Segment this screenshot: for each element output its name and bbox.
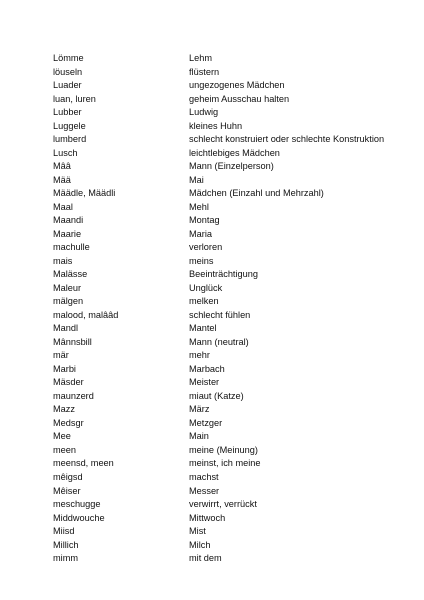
dialect-term: Mazz	[53, 404, 75, 415]
dialect-term: Maal	[53, 201, 73, 212]
standard-german-meaning: meinst, ich meine	[189, 458, 261, 469]
dialect-term: Lusch	[53, 147, 78, 158]
dialect-term: Mee	[53, 431, 71, 442]
standard-german-meaning: Mehl	[189, 201, 209, 212]
glossary-row	[53, 93, 413, 107]
glossary-row	[53, 255, 413, 269]
dialect-term: Mää	[53, 174, 71, 185]
glossary-row	[53, 174, 413, 188]
standard-german-meaning: Maria	[189, 228, 212, 239]
glossary-row	[53, 485, 413, 499]
standard-german-meaning: melken	[189, 296, 219, 307]
dialect-term: Maleur	[53, 282, 82, 293]
glossary-row	[53, 79, 413, 93]
standard-german-meaning: Beeinträchtigung	[189, 269, 258, 280]
glossary-row	[53, 187, 413, 201]
standard-german-meaning: machst	[189, 471, 219, 482]
standard-german-meaning: Mann (Einzelperson)	[189, 161, 274, 172]
glossary-row	[53, 512, 413, 526]
dialect-term: mär	[53, 350, 69, 361]
dialect-term: Luggele	[53, 120, 86, 131]
standard-german-meaning: Mann (neutral)	[189, 336, 249, 347]
dialect-term: lumberd	[53, 134, 87, 145]
standard-german-meaning: März	[189, 404, 210, 415]
glossary-row	[53, 471, 413, 485]
glossary-row	[53, 147, 413, 161]
dialect-term: Mandl	[53, 323, 79, 334]
glossary-row	[53, 417, 413, 431]
glossary-row	[53, 363, 413, 377]
standard-german-meaning: Montag	[189, 215, 220, 226]
glossary-row	[53, 376, 413, 390]
dialect-term: mais	[53, 255, 73, 266]
glossary-row	[53, 133, 413, 147]
standard-german-meaning: miaut (Katze)	[189, 390, 244, 401]
glossary-row	[53, 525, 413, 539]
glossary-row	[53, 160, 413, 174]
dialect-term: Mânnsbill	[53, 336, 92, 347]
dialect-term: Medsgr	[53, 417, 84, 428]
glossary-row	[53, 552, 413, 566]
dialect-term: meensd, meen	[53, 458, 114, 469]
glossary-row	[53, 295, 413, 309]
standard-german-meaning: Milch	[189, 539, 211, 550]
dialect-term: Mââ	[53, 161, 71, 172]
glossary-row	[53, 66, 413, 80]
standard-german-meaning: schlecht konstruiert oder schlechte Konstruktion	[189, 134, 385, 145]
glossary-row	[53, 390, 413, 404]
dialect-term: Lubber	[53, 107, 82, 118]
standard-german-meaning: Mai	[189, 174, 204, 185]
standard-german-meaning: Mädchen (Einzahl und Mehrzahl)	[189, 188, 324, 199]
dialect-term: Mäsder	[53, 377, 84, 388]
dialect-term: Middwouche	[53, 512, 105, 523]
standard-german-meaning: kleines Huhn	[189, 120, 243, 131]
dialect-term: mälgen	[53, 296, 84, 307]
glossary-row	[53, 498, 413, 512]
dialect-term: mimm	[53, 553, 79, 564]
standard-german-meaning: verloren	[189, 242, 223, 253]
glossary-row	[53, 309, 413, 323]
dialect-term: Luader	[53, 80, 82, 91]
dialect-term: Mêiser	[53, 485, 81, 496]
glossary-row	[53, 322, 413, 336]
dialect-term: Millich	[53, 539, 79, 550]
standard-german-meaning: Mantel	[189, 323, 217, 334]
glossary-row	[53, 268, 413, 282]
dialect-term: löuseln	[53, 66, 83, 77]
standard-german-meaning: Mist	[189, 526, 206, 537]
standard-german-meaning: ungezogenes Mädchen	[189, 80, 285, 91]
standard-german-meaning: mehr	[189, 350, 210, 361]
glossary-row	[53, 444, 413, 458]
glossary-row	[53, 241, 413, 255]
standard-german-meaning: Main	[189, 431, 209, 442]
dialect-term: Lömme	[53, 53, 84, 63]
standard-german-meaning: schlecht fühlen	[189, 309, 251, 320]
glossary-row	[53, 336, 413, 350]
glossary-row	[53, 282, 413, 296]
standard-german-meaning: geheim Ausschau halten	[189, 93, 290, 104]
standard-german-meaning: mit dem	[189, 553, 222, 564]
standard-german-meaning: Ludwig	[189, 107, 219, 118]
glossary-row	[53, 430, 413, 444]
dialect-term: machulle	[53, 242, 90, 253]
glossary-row	[53, 120, 413, 134]
standard-german-meaning: flüstern	[189, 66, 220, 77]
standard-german-meaning: meine (Meinung)	[189, 444, 258, 455]
standard-german-meaning: Unglück	[189, 282, 223, 293]
dialect-term: meschugge	[53, 499, 101, 510]
dialect-term: meen	[53, 444, 76, 455]
dialect-term: mêigsd	[53, 471, 83, 482]
glossary-list	[53, 52, 413, 566]
standard-german-meaning: Messer	[189, 485, 220, 496]
glossary-row	[53, 214, 413, 228]
glossary-row	[53, 403, 413, 417]
dialect-term: luan, luren	[53, 93, 96, 104]
glossary-row	[53, 457, 413, 471]
standard-german-meaning: Marbach	[189, 363, 225, 374]
dialect-term: Määdle, Määdli	[53, 188, 116, 199]
dialect-term: Maarie	[53, 228, 82, 239]
glossary-row	[53, 201, 413, 215]
glossary-row	[53, 539, 413, 553]
standard-german-meaning: Lehm	[189, 53, 212, 63]
dialect-term: Miisd	[53, 526, 75, 537]
standard-german-meaning: verwirrt, verrückt	[189, 499, 257, 510]
dialect-term: Marbi	[53, 363, 76, 374]
dialect-term: Maandi	[53, 215, 84, 226]
dialect-term: malood, malââd	[53, 309, 119, 320]
standard-german-meaning: Meister	[189, 377, 220, 388]
dialect-term: maunzerd	[53, 390, 94, 401]
glossary-row	[53, 106, 413, 120]
glossary-row	[53, 349, 413, 363]
glossary-row	[53, 228, 413, 242]
standard-german-meaning: meins	[189, 255, 214, 266]
standard-german-meaning: leichtlebiges Mädchen	[189, 147, 280, 158]
standard-german-meaning: Metzger	[189, 417, 223, 428]
standard-german-meaning: Mittwoch	[189, 512, 226, 523]
dialect-term: Malässe	[53, 269, 88, 280]
glossary-row	[53, 52, 413, 66]
